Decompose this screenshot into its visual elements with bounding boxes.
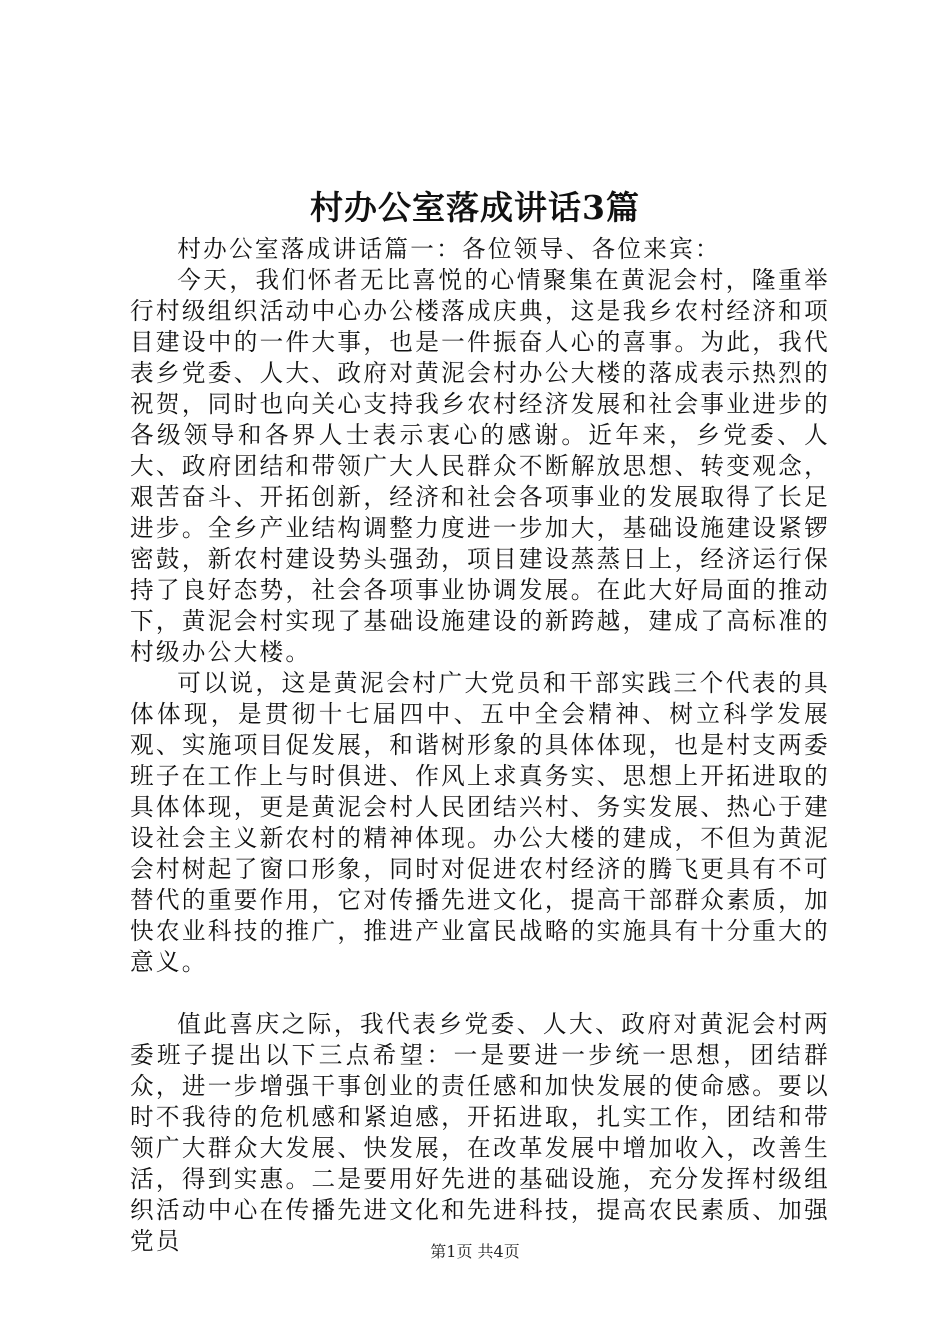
paragraph-intro: 村办公室落成讲话篇一：各位领导、各位来宾：: [177, 235, 721, 263]
paragraph-2: 可以说，这是黄泥会村广大党员和干部实践三个代表的具体体现，是贯彻十七届四中、五中全会精神、树立科学发展观、实施项目促发展，和谐树形象的具体体现，也是村支两委班子在工作上与时俱进、作风上求真务实、思想上开拓进取的具体体现，更是黄泥会村人民团结兴村、务实发展、热心于建设社会主义新农村的精神体现。办公大楼的建成，不但为黄泥会村树起了窗口形象，同时对促进农村经济的腾飞更具有不可替代的重要作用，它对传播先进文化，提高干部群众素质，加快农业科技的推广，推进产业富民战略的实施具有十分重大的意义。: [130, 669, 830, 976]
page-footer: 第1页 共4页: [430, 1242, 520, 1261]
paragraph-1: 今天，我们怀者无比喜悦的心情聚集在黄泥会村，隆重举行村级组织活动中心办公楼落成庆典，这是我乡农村经济和项目建设中的一件大事，也是一件振奋人心的喜事。为此，我代表乡党委、人大、政府对黄泥会村办公大楼的落成表示热烈的祝贺，同时也向关心支持我乡农村经济发展和社会事业进步的各级领导和各界人士表示衷心的感谢。近年来，乡党委、人大、政府团结和带领广大人民群众不断解放思想、转变观念，艰苦奋斗、开拓创新，经济和社会各项事业的发展取得了长足进步。全乡产业结构调整力度进一步加大，基础设施建设紧锣密鼓，新农村建设势头强劲，项目建设蒸蒸日上，经济运行保持了良好态势，社会各项事业协调发展。在此大好局面的推动下，黄泥会村实现了基础设施建设的新跨越，建成了高标准的村级办公大楼。: [130, 266, 830, 666]
document-body: [130, 234, 830, 1257]
document-title: 村办公室落成讲话3篇: [310, 188, 640, 227]
paragraph-3: 值此喜庆之际，我代表乡党委、人大、政府对黄泥会村两委班子提出以下三点希望：一是要进一步统一思想，团结群众，进一步增强干事创业的责任感和加快发展的使命感。要以时不我待的危机感和紧迫感，开拓进取，扎实工作，团结和带领广大群众大发展、快发展，在改革发展中增加收入，改善生活，得到实惠。二是要用好先进的基础设施，充分发挥村级组织活动中心在传播先进文化和先进科技，提高农民素质、加强党员: [130, 1010, 830, 1255]
